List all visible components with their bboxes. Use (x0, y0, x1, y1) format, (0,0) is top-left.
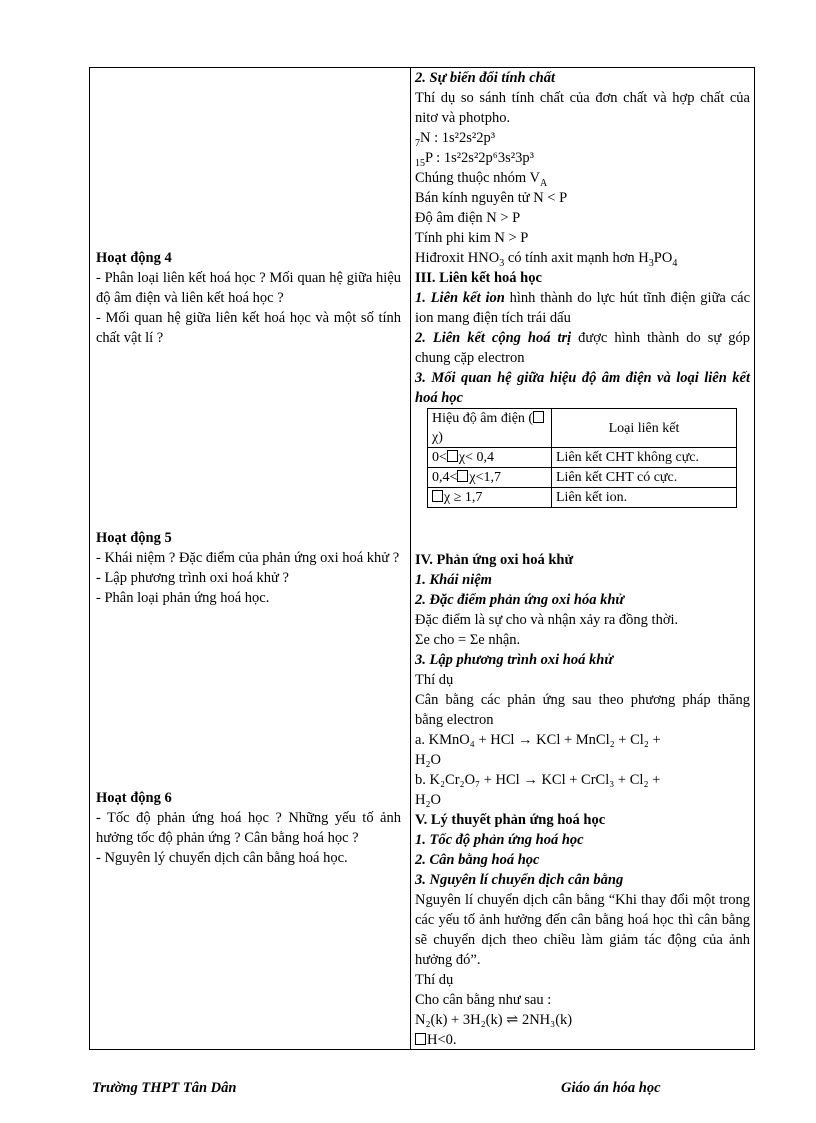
section-2-title: 2. Sự biến đổi tính chất (415, 70, 556, 86)
section-4-2a: Đặc điểm là sự cho và nhận xảy ra đồng thời. (415, 612, 679, 628)
table-header-cell: Loại liên kết (552, 409, 737, 448)
delta-icon (447, 450, 458, 462)
activity-6-item: - Nguyên lý chuyển dịch cân bằng hoá học. (96, 850, 348, 866)
section-4-1: 1. Khái niệm (415, 572, 492, 588)
section-5-1: 1. Tốc độ phản ứng hoá học (415, 832, 584, 848)
delta-icon (457, 470, 468, 482)
table-cell: 0< χ< 0,4 (428, 448, 552, 468)
equilibrium-equation: N₂(k) + 3H₂(k) ⇌ 2NH₃(k) (415, 1012, 573, 1028)
equation-b: b. K₂Cr₂O₇ + HCl → KCl + CrCl₃ + Cl₂ + (415, 772, 661, 788)
table-header-cell: Hiệu độ âm điện (χ) (428, 409, 552, 448)
section-5-title: V. Lý thuyết phản ứng hoá học (415, 812, 606, 828)
activity-5-title: Hoạt động 5 (96, 530, 172, 546)
activity-6-item: - Tốc độ phản ứng hoá học ? Những yếu tố ảnh hưởng tốc độ phản ứng ? Cân bằng hoá học ? (96, 810, 401, 846)
activity-5-item: - Phân loại phản ứng hoá học. (96, 590, 270, 606)
nonmetal-text: Tính phi kim N > P (415, 230, 529, 246)
activity-4 (96, 248, 401, 348)
section-2 (415, 68, 750, 508)
equation-a-cont: H₂O (415, 752, 441, 768)
section-4-2b: Σe cho = Σe nhận. (415, 632, 521, 648)
section-4 (415, 550, 750, 1050)
section-4-title: IV. Phản ứng oxi hoá khử (415, 552, 574, 568)
nitrogen-config: $_7$N : 1s²2s²2p³ (415, 130, 496, 149)
equilibrium-given: Cho cân bằng như sau : (415, 992, 552, 1008)
column-divider (410, 68, 411, 1049)
activity-5-item: - Khái niệm ? Đặc điểm của phản ứng oxi hoá khử ? (96, 550, 400, 566)
balance-instruction: Cân bằng các phản ứng sau theo phương pháp thăng bằng electron (415, 692, 750, 728)
delta-icon (533, 411, 544, 423)
bond-type-table (427, 408, 737, 508)
activity-4-item: - Phân loại liên kết hoá học ? Mối quan hệ giữa hiệu độ âm điện và liên kết hoá học ? (96, 270, 401, 306)
covalent-bond-text: 2. Liên kết cộng hoá trị được hình thành do sự góp chung cặp electron (415, 330, 750, 366)
relation-title: 3. Mối quan hệ giữa hiệu độ âm điện và loại liên kết hoá học (415, 370, 750, 406)
group-text: Chúng thuộc nhóm $V_A$ (415, 170, 548, 189)
section-4-3: 3. Lập phương trình oxi hoá khử (415, 652, 614, 668)
activity-6 (96, 788, 401, 868)
activity-6-title: Hoạt động 6 (96, 790, 172, 806)
footer-title: Giáo án hóa học (561, 1080, 661, 1096)
delta-icon (415, 1033, 426, 1045)
table-cell: Liên kết CHT có cực. (552, 468, 737, 488)
example-label: Thí dụ (415, 672, 454, 688)
table-cell: 0,4< χ<1,7 (428, 468, 552, 488)
table-row (428, 448, 737, 468)
radius-text: Bán kính nguyên tử N < P (415, 190, 568, 206)
delta-icon (432, 490, 443, 502)
table-cell: χ ≥ 1,7 (428, 488, 552, 508)
equation-a: a. KMnO₄ + HCl → KCl + MnCl₂ + Cl₂ + (415, 732, 661, 748)
section-2-intro: Thí dụ so sánh tính chất của đơn chất và hợp chất của nitơ và photpho. (415, 90, 750, 126)
electronegativity-text: Độ âm điện N > P (415, 210, 521, 226)
section-3-title: III. Liên kết hoá học (415, 270, 542, 286)
table-cell: Liên kết CHT không cực. (552, 448, 737, 468)
section-5-2: 2. Cân bằng hoá học (415, 852, 540, 868)
enthalpy-text: H<0. (415, 1030, 750, 1050)
activity-5-item: - Lập phương trình oxi hoá khử ? (96, 570, 289, 586)
section-5-3: 3. Nguyên lí chuyển dịch cân bằng (415, 872, 624, 888)
activity-5 (96, 528, 401, 608)
example-label: Thí dụ (415, 972, 454, 988)
activity-4-item: - Mối quan hệ giữa liên kết hoá học và một số tính chất vật lí ? (96, 310, 401, 346)
ionic-bond-text: 1. Liên kết ion hình thành do lực hút tĩnh điện giữa các ion mang điện tích trái dấu (415, 290, 751, 326)
table-row (428, 488, 737, 508)
footer-school: Trường THPT Tân Dân (92, 1080, 237, 1096)
equation-b-cont: H₂O (415, 792, 441, 808)
phosphorus-config: $_{15}$P : 1s²2s²2p⁶3s²3p³ (415, 150, 534, 169)
table-cell: Liên kết ion. (552, 488, 737, 508)
hydroxide-text: Hiđroxit $HNO_3$ có tính axit mạnh hơn $H_3PO_4$ (415, 250, 678, 269)
content-table (89, 67, 755, 1050)
section-4-2: 2. Đặc điểm phản ứng oxi hóa khử (415, 592, 625, 608)
le-chatelier-text: Nguyên lí chuyển dịch cân bằng “Khi thay đổi một trong các yếu tố ảnh hưởng đến cân bằng hoá học thì cân bằng sẽ chuyển dịch theo chiều làm giảm tác động của ảnh hưởng đó”. (415, 892, 750, 968)
table-header-row (428, 409, 737, 448)
table-row (428, 468, 737, 488)
activity-4-title: Hoạt động 4 (96, 250, 172, 266)
